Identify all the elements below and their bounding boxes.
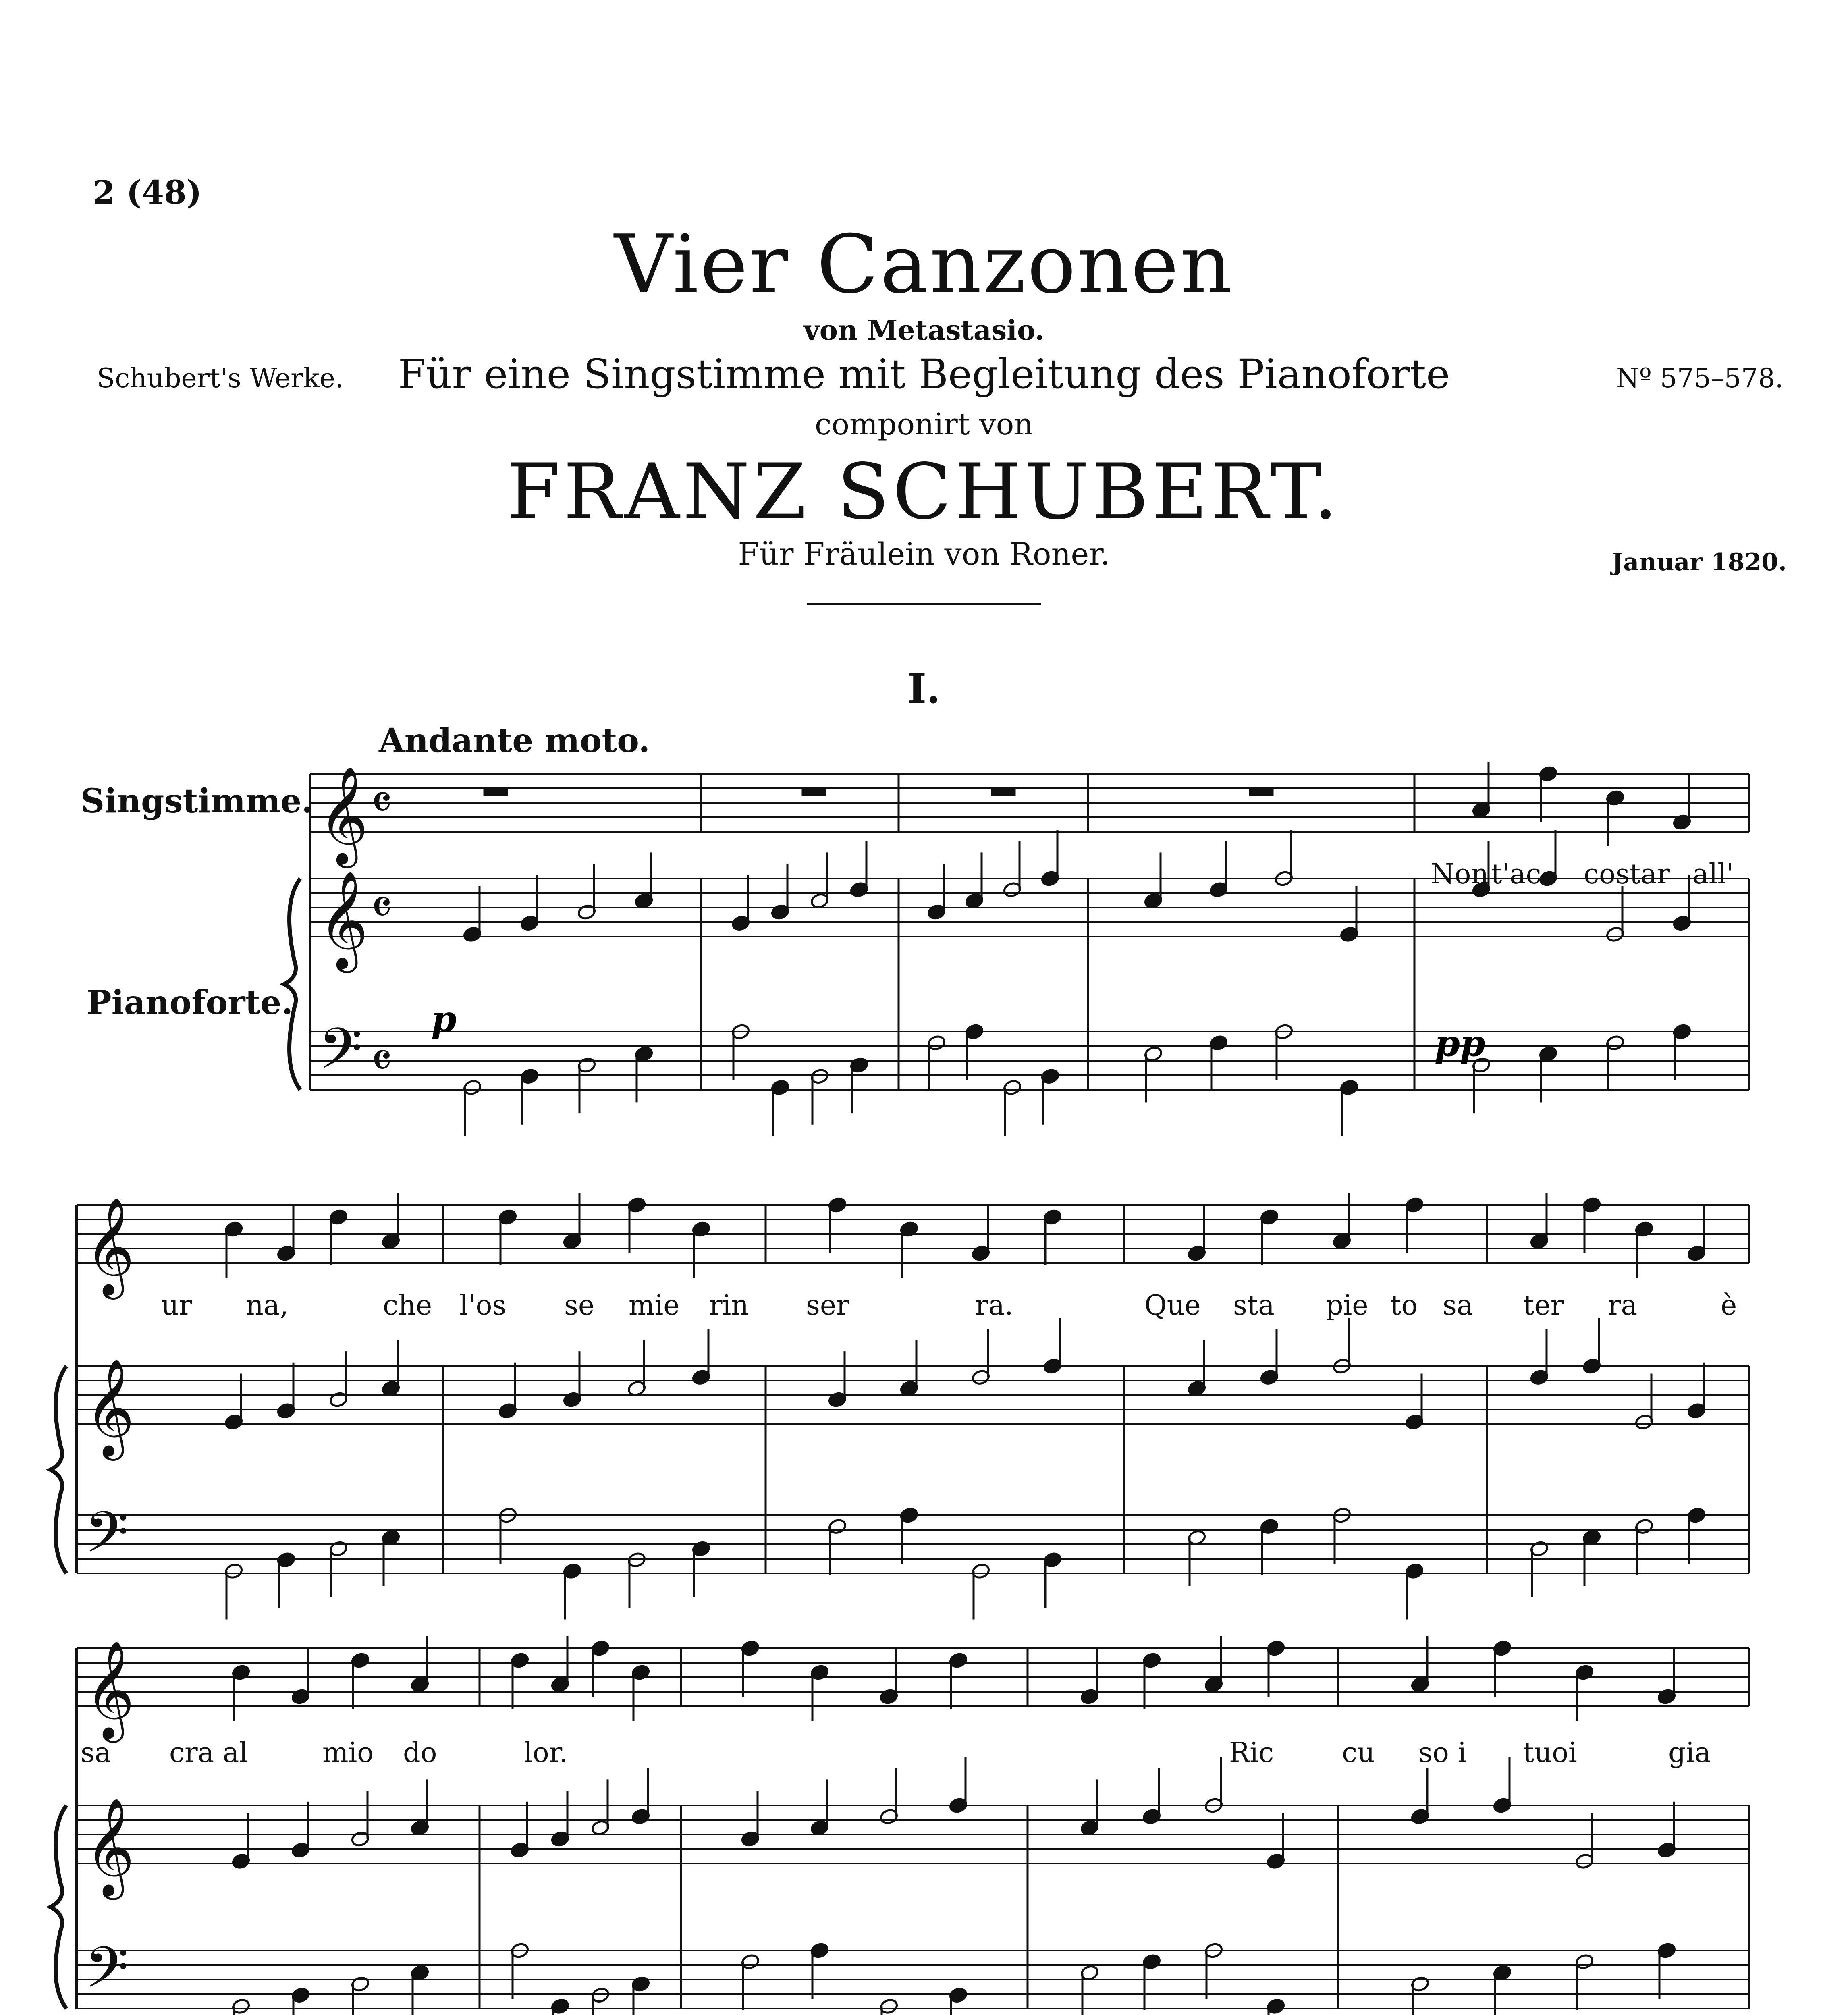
lyric-syllable: ter	[1523, 1290, 1564, 1321]
catalog-number: Nº 575–578.	[1616, 363, 1784, 394]
whole-rest	[484, 788, 508, 796]
lyric-syllable: costar	[1584, 858, 1670, 890]
lyric-syllable: gia	[1668, 1737, 1711, 1769]
dedication: Für Fräulein von Roner.	[738, 536, 1110, 572]
tempo-marking: Andante moto.	[379, 721, 650, 760]
whole-rest	[991, 788, 1015, 796]
lyric-syllable: cu	[1342, 1737, 1375, 1769]
lyric-syllable: all'	[1692, 858, 1734, 890]
composer-name: FRANZ SCHUBERT.	[507, 447, 1341, 536]
lyric-syllable: to	[1390, 1290, 1418, 1321]
lyric-syllable: che	[383, 1290, 432, 1321]
whole-rest	[1249, 788, 1273, 796]
common-time-icon: 𝄴	[371, 880, 392, 936]
treble-clef-icon: 𝄞	[85, 1797, 135, 1896]
treble-clef-icon: 𝄞	[85, 1197, 135, 1295]
bass-clef-icon: 𝄢	[85, 1935, 129, 2015]
lyric-syllable: ser	[806, 1290, 849, 1321]
lyric-syllable: è	[1721, 1290, 1737, 1321]
lyric-syllable: mie	[629, 1290, 680, 1321]
lyric-syllable: cra al	[169, 1737, 248, 1769]
lyric-syllable: se	[564, 1290, 595, 1321]
brace-icon	[50, 1805, 66, 2009]
lyric-syllable: rin	[709, 1290, 749, 1321]
page-title: Vier Canzonen	[614, 218, 1234, 312]
lyric-syllable: ra	[1608, 1290, 1638, 1321]
dynamic-pp: pp	[1435, 1022, 1485, 1065]
lyric-syllable: na,	[246, 1290, 289, 1321]
brace-icon	[50, 1366, 66, 1573]
subtitle-source: von Metastasio.	[804, 314, 1044, 347]
lyric-syllable: sa	[81, 1737, 111, 1769]
lyric-syllable: ur	[161, 1290, 192, 1321]
part-label-voice: Singstimme.	[81, 782, 313, 821]
dynamic-p: p	[431, 998, 457, 1041]
subtitle-scoring: Für eine Singstimme mit Begleitung des Pianoforte	[398, 351, 1450, 398]
lyric-syllable: Non	[1431, 858, 1489, 890]
whole-rest	[802, 788, 826, 796]
lyric-syllable: lor.	[524, 1737, 568, 1769]
treble-clef-icon: 𝄞	[318, 870, 369, 969]
common-time-icon: 𝄴	[371, 1033, 392, 1089]
brace-icon	[284, 879, 300, 1090]
page-number: 2 (48)	[93, 173, 202, 211]
lyric-syllable: mio	[322, 1737, 374, 1769]
section-number: I.	[907, 665, 941, 713]
lyric-syllable: sa	[1443, 1290, 1473, 1321]
part-label-piano: Pianoforte.	[87, 983, 293, 1022]
lyric-syllable: tuoi	[1523, 1737, 1577, 1769]
composition-date: Januar 1820.	[1612, 548, 1787, 576]
lyric-syllable: ra.	[975, 1290, 1013, 1321]
lyric-syllable: l'os	[459, 1290, 507, 1321]
treble-clef-icon: 𝄞	[318, 765, 369, 864]
series-label: Schubert's Werke.	[97, 363, 344, 394]
lyric-syllable: t'ac	[1491, 858, 1541, 890]
lyric-syllable: Que	[1144, 1290, 1201, 1321]
treble-clef-icon: 𝄞	[85, 1358, 135, 1456]
lyric-syllable: pie	[1326, 1290, 1368, 1321]
bass-clef-icon: 𝄢	[318, 1016, 363, 1096]
lyric-syllable: so i	[1418, 1737, 1467, 1769]
lyric-syllable: Ric	[1229, 1737, 1274, 1769]
lyric-syllable: sta	[1233, 1290, 1275, 1321]
treble-clef-icon: 𝄞	[85, 1640, 135, 1739]
common-time-icon: 𝄴	[371, 775, 392, 831]
bass-clef-icon: 𝄢	[85, 1500, 129, 1579]
composed-by: componirt von	[814, 407, 1034, 442]
lyric-syllable: do	[403, 1737, 437, 1769]
